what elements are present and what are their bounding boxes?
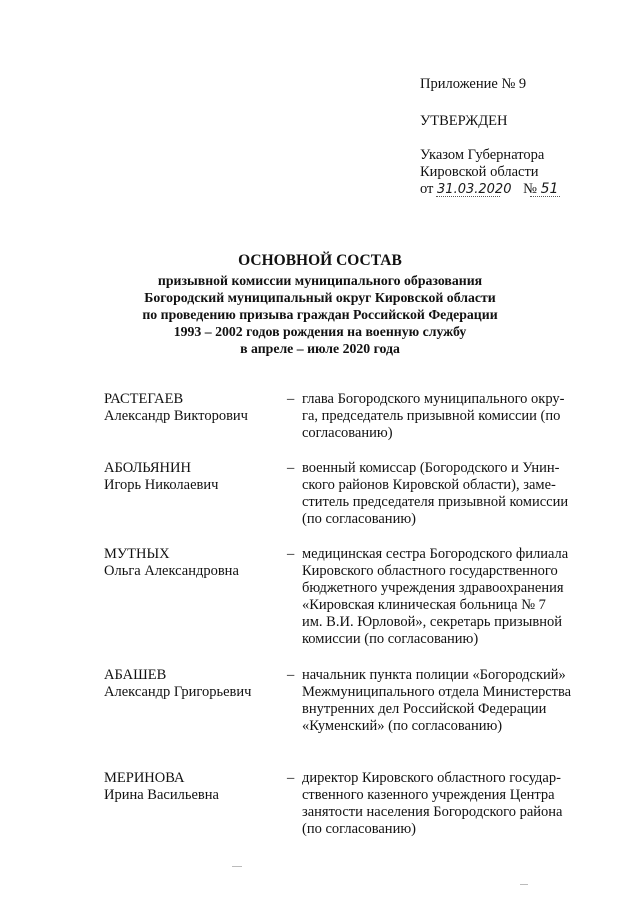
- description-line: им. В.И. Юрловой», секретарь призывной: [302, 614, 562, 630]
- subtitle-line: по проведению призыва граждан Российской Федерации: [142, 307, 498, 322]
- from-label: от: [420, 181, 434, 197]
- handwritten-date: 31.03.2020: [437, 182, 512, 197]
- member-surname: МЕРИНОВА: [104, 770, 185, 786]
- member-dash: –: [287, 391, 295, 407]
- member-description: [302, 667, 614, 735]
- description-line: Межмуниципального отдела Министерства: [302, 684, 572, 700]
- number-underline: [530, 196, 560, 197]
- description-line: военный комиссар (Богородского и Унин-: [302, 460, 560, 476]
- subtitle-line: Богородский муниципальный округ Кировской области: [144, 290, 496, 305]
- member-surname: МУТНЫХ: [104, 546, 170, 562]
- approved-label: УТВЕРЖДЕН: [420, 113, 508, 129]
- member-dash: –: [287, 667, 295, 683]
- decree-line-1: Указом Губернатора: [420, 147, 545, 163]
- member-name: [104, 460, 218, 494]
- doc-title: ОСНОВНОЙ СОСТАВ: [238, 252, 402, 269]
- description-line: ститель председателя призывной комиссии: [302, 494, 569, 510]
- description-line: «Куменский» (по согласованию): [302, 718, 503, 734]
- description-line: медицинская сестра Богородского филиала: [302, 546, 569, 562]
- member-name: [104, 770, 219, 804]
- member-name: [104, 391, 248, 425]
- scan-speck: [520, 884, 528, 885]
- description-line: внутренних дел Российской Федерации: [302, 701, 547, 717]
- member-given-name: Игорь Николаевич: [104, 477, 219, 493]
- member-description: [302, 546, 614, 648]
- handwritten-number: 51: [540, 181, 559, 197]
- description-line: га, председатель призывной комиссии (по: [302, 408, 561, 424]
- subtitle-line: призывной комиссии муниципального образования: [157, 273, 483, 288]
- member-surname: АБАШЕВ: [104, 667, 167, 683]
- member-surname: АБОЛЬЯНИН: [104, 460, 191, 476]
- description-line: бюджетного учреждения здравоохранения: [302, 580, 564, 596]
- description-line: ского районов Кировской области), заме-: [302, 477, 556, 493]
- description-line: «Кировская клиническая больница № 7: [302, 597, 546, 613]
- number-label: №: [523, 181, 537, 197]
- member-given-name: Александр Викторович: [104, 408, 248, 424]
- description-line: глава Богородского муниципального окру-: [302, 391, 565, 407]
- member-given-name: Александр Григорьевич: [104, 684, 252, 700]
- member-name: [104, 667, 251, 701]
- member-description: [302, 391, 614, 442]
- member-surname: РАСТЕГАЕВ: [104, 391, 184, 407]
- member-dash: –: [287, 546, 295, 562]
- subtitle-line: 1993 – 2002 годов рождения на военную службу: [173, 324, 467, 339]
- member-given-name: Ирина Васильевна: [104, 787, 219, 803]
- member-description: [302, 460, 614, 528]
- member-description: [302, 770, 614, 838]
- description-line: согласованию): [302, 425, 393, 441]
- description-line: (по согласованию): [302, 511, 416, 527]
- description-line: Кировского областного государственного: [302, 563, 558, 579]
- decree-line-2: Кировской области: [420, 164, 539, 180]
- scan-speck: [232, 866, 242, 867]
- description-line: занятости населения Богородского района: [302, 804, 563, 820]
- description-line: ственного казенного учреждения Центра: [302, 787, 555, 803]
- member-dash: –: [287, 770, 295, 786]
- appendix-label: Приложение № 9: [420, 76, 527, 92]
- doc-subtitle: [0, 272, 640, 357]
- member-given-name: Ольга Александровна: [104, 563, 239, 579]
- date-underline: [436, 196, 500, 197]
- description-line: комиссии (по согласованию): [302, 631, 479, 647]
- subtitle-line: в апреле – июле 2020 года: [240, 341, 400, 356]
- member-dash: –: [287, 460, 295, 476]
- description-line: начальник пункта полиции «Богородский»: [302, 667, 566, 683]
- member-name: [104, 546, 239, 580]
- description-line: (по согласованию): [302, 821, 416, 837]
- description-line: директор Кировского областного государ-: [302, 770, 561, 786]
